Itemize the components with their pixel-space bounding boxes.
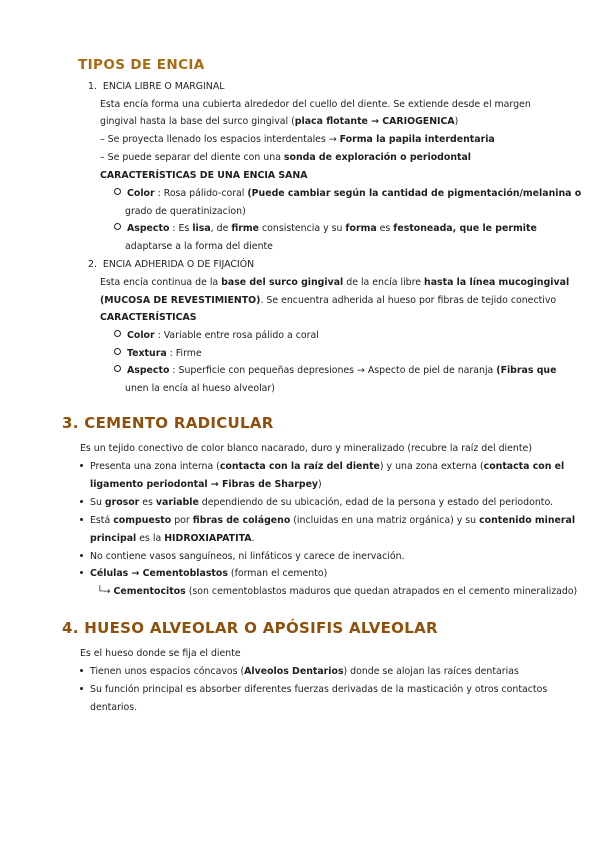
circle-bullet-icon — [114, 348, 121, 355]
page-title: TIPOS DE ENCIA — [78, 57, 205, 73]
bullet-icon — [80, 500, 83, 503]
paragraph-line: Esta encía forma una cubierta alrededor del cuello del diente. Se extiende desde el margen — [100, 99, 531, 110]
section-number: 2. — [88, 259, 97, 270]
list-item-continuation: grado de queratinizacion) — [125, 206, 246, 217]
bullet-continuation: dentarios. — [90, 702, 138, 713]
bullet-continuation: ligamento periodontal → Fibras de Sharpey) — [90, 479, 322, 490]
bullet-item: Está compuesto por fibras de colágeno (incluidas en una matriz orgánica) y su contenido mineral — [80, 514, 575, 527]
list-item: Textura : Firme — [114, 347, 202, 360]
dash-item: – Se puede separar del diente con una sonda de exploración o periodontal — [100, 152, 472, 163]
paragraph-line: (MUCOSA DE REVESTIMIENTO). Se encuentra adherida al hueso por fibras de tejido conectivo — [100, 295, 557, 306]
bullet-icon — [80, 687, 83, 690]
bullet-item: Tienen unos espacios cóncavos (Alveolos Dentarios) donde se alojan las raíces dentarias — [80, 665, 519, 678]
paragraph-line: Es un tejido conectivo de color blanco nacarado, duro y mineralizado (recubre la raíz del diente) — [80, 443, 532, 454]
bullet-item: Su grosor es variable dependiendo de su ubicación, edad de la persona y estado del periodonto. — [80, 496, 553, 509]
bullet-icon — [80, 518, 83, 521]
bullet-icon — [80, 464, 83, 467]
section-4-heading: 4. HUESO ALVEOLAR O APÓSIFIS ALVEOLAR — [62, 619, 438, 637]
bullet-icon — [80, 571, 83, 574]
circle-bullet-icon — [114, 188, 121, 195]
section-2-heading — [88, 258, 254, 271]
subheading: CARACTERÍSTICAS — [100, 312, 197, 323]
list-item: Color : Variable entre rosa pálido a coral — [114, 329, 319, 342]
bullet-item: Su función principal es absorber diferentes fuerzas derivadas de la masticación y otros contactos — [80, 683, 547, 696]
section-1-heading — [88, 80, 224, 93]
list-item-continuation: unen la encía al hueso alveolar) — [125, 383, 275, 394]
section-title: ENCIA ADHERIDA O DE FIJACIÓN — [102, 259, 255, 270]
paragraph-line: Es el hueso donde se fija el diente — [80, 648, 241, 659]
paragraph-line: gingival hasta la base del surco gingival (placa flotante → CARIOGENICA) — [100, 116, 459, 127]
bullet-icon — [80, 554, 83, 557]
section-3-heading: 3. CEMENTO RADICULAR — [62, 414, 274, 432]
bullet-icon — [80, 669, 83, 672]
corner-arrow-icon: └→ — [97, 586, 111, 597]
section-title: ENCIA LIBRE O MARGINAL — [102, 81, 225, 92]
bullet-item: Presenta una zona interna (contacta con la raíz del diente) y una zona externa (contacta con el — [80, 460, 564, 473]
bullet-continuation: principal es la HIDROXIAPATITA. — [90, 533, 255, 544]
circle-bullet-icon — [114, 330, 121, 337]
list-item: Aspecto : Es lisa, de firme consistencia y su forma es festoneada, que le permite — [114, 222, 537, 235]
bullet-item: Células → Cementoblastos (forman el cemento) — [80, 567, 327, 580]
sub-item: └→ Cementocitos (son cementoblastos maduros que quedan atrapados en el cemento mineralizado) — [97, 586, 578, 597]
paragraph-line: Esta encía continua de la base del surco gingival de la encía libre hasta la línea mucogingival — [100, 277, 570, 288]
list-item-continuation: adaptarse a la forma del diente — [125, 241, 273, 252]
circle-bullet-icon — [114, 223, 121, 230]
subheading: CARACTERÍSTICAS DE UNA ENCIA SANA — [100, 170, 308, 181]
list-item: Color : Rosa pálido-coral (Puede cambiar según la cantidad de pigmentación/melanina o — [114, 187, 581, 200]
bullet-item: No contiene vasos sanguíneos, ni linfáticos y carece de inervación. — [80, 550, 405, 563]
section-number: 1. — [88, 81, 97, 92]
circle-bullet-icon — [114, 365, 121, 372]
list-item: Aspecto : Superficie con pequeñas depresiones → Aspecto de piel de naranja (Fibras que — [114, 364, 556, 377]
dash-item: – Se proyecta llenado los espacios interdentales → Forma la papila interdentaria — [100, 134, 495, 145]
